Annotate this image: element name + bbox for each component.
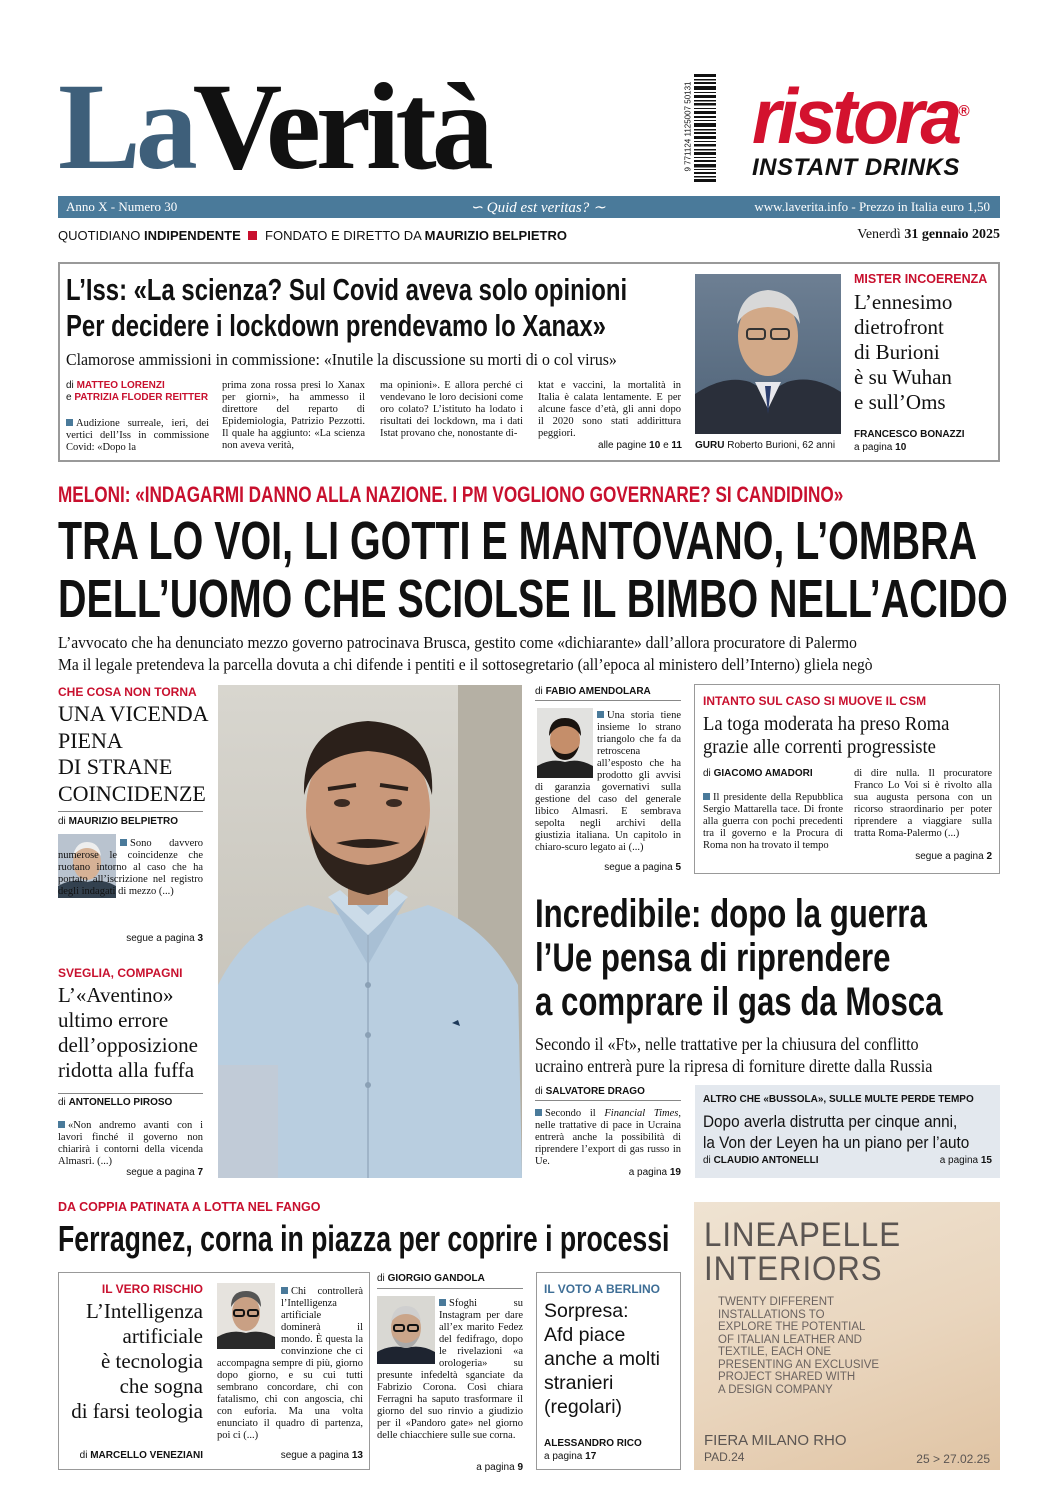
belpietro-rule — [58, 811, 203, 812]
gandola-byline: di GIORGIO GANDOLA — [377, 1273, 485, 1284]
piroso-rule — [58, 1093, 203, 1094]
gandola-text: Sfoghi su Instagram per dare all’ex marito Fedez del fedifrago, dopo le rivelazioni «a orologeria» su presunte infedeltà sganciate da Fabrizio Corona. Così chiara Ferragni ha saputo trasformare il giorno del suo rinvio a giudizio per il «Pandoro gate» nel giorno delle chiacchiere sulle sue corna. — [377, 1298, 523, 1441]
amendolara-byline: di FABIO AMENDOLARA — [535, 686, 651, 697]
burioni-byline: FRANCESCO BONAZZI a pagina 10 — [854, 429, 965, 453]
iss-col2: prima zona rossa presi lo Xanax per giorni», ha ammesso il direttore del reparto di Epidemiologia, Patrizio Pezzotti. Il quale ha aggiunto: «La scienza non aveva verità, — [222, 380, 365, 451]
bullet-icon — [597, 711, 604, 718]
iss-col1: Audizione surreale, ieri, dei vertici dell’Iss in commissione Covid: «Dopo la — [66, 418, 209, 453]
main-sub-1: L’avvocato che ha denunciato mezzo governo patrocinava Brusca, gestito come «dichiarante» dall’allora procuratore di Palermo — [58, 633, 857, 652]
piroso-title[interactable]: L’«Aventino» ultimo errore dell’opposizione ridotta alla fuffa — [58, 983, 198, 1082]
bullet-icon — [703, 793, 710, 800]
barcode-digits: 9 771124 1125007 50131 — [683, 81, 693, 172]
piroso-text: «Non andremo avanti con i lavori finché il governo non chiarirà i contorni della vicenda Almasri. (...) — [58, 1120, 203, 1167]
gas-headline[interactable] — [535, 892, 1000, 1027]
gas-rule — [535, 1100, 681, 1101]
csm-byline: di GIACOMO AMADORI — [703, 768, 813, 779]
masthead-logo[interactable] — [58, 58, 489, 195]
vdl-kicker: ALTRO CHE «BUSSOLA», SULLE MULTE PERDE TEMPO — [703, 1094, 974, 1105]
date: Venerdì 31 gennaio 2025 — [857, 227, 1000, 242]
burioni-title[interactable]: L’ennesimo dietrofront di Burioni è su Wuhan e sull’Oms — [854, 290, 953, 414]
lineapelle-ad[interactable] — [694, 1202, 1000, 1470]
amendolara-seg[interactable]: segue a pagina 5 — [604, 862, 681, 873]
main-kicker: MELONI: «INDAGARMI DANNO ALLA NAZIONE. I PM VOGLIONO GOVERNARE? SI CANDIDINO» — [58, 482, 844, 507]
berlino-kicker: IL VOTO A BERLINO — [544, 1282, 661, 1296]
gandola-rule — [377, 1288, 523, 1289]
csm-kicker: INTANTO SUL CASO SI MUOVE IL CSM — [703, 694, 927, 708]
red-square-icon — [248, 231, 257, 240]
ristora-ad[interactable] — [752, 72, 1002, 184]
gas-sub: Secondo il «Ft», nelle trattative per la chiusura del conflitto ucraino entrerà pure la ripresa di forniture dirette dalla Russia — [535, 1034, 933, 1076]
piroso-byline: di ANTONELLO PIROSO — [58, 1097, 173, 1108]
main-headline-line2: DELL’UOMO CHE SCIOLSE IL BIMBO NELL’ACIDO — [58, 569, 1008, 629]
csm-col1: Il presidente della Repubblica Sergio Mattarella tace. Di fronte alla guerra con pochi precedenti tra il governo e la Procura di Roma non ha trovato il tempo — [703, 792, 843, 851]
iss-col3: ma opinioni». E allora perché ci vendevano le loro decisioni come oro colato? L’istituto ha lodato i risultati dei lockdown, ma i dati Istat provano che, nonostante di- — [380, 380, 523, 439]
gas-text: Secondo il Financial Times, nelle trattative di pace in Ucraina entrerà anche la possibilità di riprendere l’export di gas russo in Ue. — [535, 1108, 681, 1167]
bullet-icon — [281, 1287, 288, 1294]
motto: ∽ Quid est veritas? ∼ — [470, 200, 606, 216]
vdl-title[interactable]: Dopo averla distrutta per cinque anni, la Von der Leyen ha un piano per l’auto — [703, 1112, 970, 1152]
amendolara-text: Una storia tiene insieme lo strano triangolo che fa da retroscena all’esposto che ha prodotto gli avvisi di garanzia governativi sulla gestione del caso del generale libico Almasri. E sembrava sepolta negli archivi della giustizia italiana. Un capitolo in chiaro-scuro legato ai (...) — [535, 710, 681, 853]
logo-la: La — [58, 58, 193, 195]
ai-byline: di MARCELLO VENEZIANI — [79, 1450, 203, 1461]
lineapelle-venue: FIERA MILANO RHO PAD.24 — [704, 1432, 847, 1464]
bullet-icon — [535, 1109, 542, 1116]
bullet-icon — [58, 1121, 65, 1128]
lineapelle-dates: 25 > 27.02.25 — [916, 1452, 990, 1466]
iss-title[interactable] — [66, 272, 686, 344]
barcode — [674, 74, 716, 186]
csm-title[interactable]: La toga moderata ha preso Roma grazie alle correnti progressiste — [703, 713, 950, 758]
iss-subtitle: Clamorose ammissioni in commissione: «Inutile la discussione su morti di o col virus» — [66, 350, 617, 369]
burioni-photo — [695, 274, 841, 434]
flourish-left-icon: ∽ — [470, 200, 487, 216]
ai-seg[interactable]: segue a pagina 13 — [280, 1450, 363, 1461]
piroso-kicker: SVEGLIA, COMPAGNI — [58, 966, 183, 980]
iss-title-line1: L’Iss: «La scienza? Sul Covid aveva solo opinioni — [66, 272, 628, 307]
site-price[interactable]: www.laverita.info - Prezzo in Italia euro 1,50 — [754, 199, 990, 214]
masthead-bar — [58, 196, 1000, 218]
bullet-icon — [66, 419, 73, 426]
belpietro-kicker: CHE COSA NON TORNA — [58, 685, 197, 699]
gas-head-3: a comprare il gas da Mosca — [535, 980, 943, 1024]
lineapelle-brand: LINEAPELLE INTERIORS — [704, 1216, 901, 1288]
brusca-photo — [218, 685, 522, 1178]
belpietro-byline: di MAURIZIO BELPIETRO — [58, 816, 179, 827]
issue-number: Anno X - Numero 30 — [66, 199, 178, 214]
iss-pages[interactable]: alle pagine 10 e 11 — [598, 440, 682, 451]
vdl-seg[interactable]: a pagina 15 — [939, 1155, 992, 1166]
piroso-seg[interactable]: segue a pagina 7 — [126, 1167, 203, 1178]
tagline: QUOTIDIANO INDIPENDENTE FONDATO E DIRETTO DA MAURIZIO BELPIETRO — [58, 228, 567, 243]
belpietro-text: Sono davvero numerose le coincidenze che ruotano intorno al caso che ha portato all’iscrizione nel registro degli indagati di mezzo (...) — [58, 838, 203, 897]
lineapelle-body: TWENTY DIFFERENT INSTALLATIONS TO EXPLORE THE POTENTIAL OF ITALIAN LEATHER AND TEXTILE, EACH ONE PRESENTING AN EXCLUSIVE PROJECT SHARED WITH A DESIGN COMPANY — [718, 1296, 880, 1396]
main-headline-line1: TRA LO VOI, LI GOTTI E MANTOVANO, L’OMBRA — [58, 511, 978, 571]
iss-title-line2: Per decidere i lockdown prendevamo lo Xanax» — [66, 308, 606, 343]
iss-byline: di MATTEO LORENZI e PATRIZIA FLODER REITTER — [66, 380, 209, 403]
berlino-title[interactable]: Sorpresa: Afd piace anche a molti stranieri (regolari) — [544, 1300, 660, 1418]
ai-text: Chi controllerà l’Intelligenza artificiale dominerà il mondo. È questa la convinzione che ci accompagna sempre di più, giorno dopo giorno, e su cui tutti sembrano concordare, chi con fatalismo, chi con angoscia, chi con euforia. Ma una volta enunciato il quadro di partenza, poi ci (...) — [217, 1286, 363, 1441]
burioni-kicker: MISTER INCOERENZA — [854, 272, 988, 286]
amendolara-rule — [535, 700, 681, 701]
csm-seg[interactable]: segue a pagina 2 — [915, 851, 992, 862]
berlino-byline: ALESSANDRO RICO a pagina 17 — [544, 1438, 642, 1462]
csm-col2: di dire nulla. Il procuratore Franco Lo Voi si è rivolto alla sua augusta persona con un ricorso straordinario per poter riprendere a viaggiare sulla tratta Roma-Palermo (...) — [854, 768, 992, 839]
gas-head-1: Incredibile: dopo la guerra — [535, 892, 927, 936]
gas-byline: di SALVATORE DRAGO — [535, 1086, 645, 1097]
vdl-byline: di CLAUDIO ANTONELLI — [703, 1155, 819, 1166]
bullet-icon — [439, 1299, 446, 1306]
ristora-logo: ristora® — [752, 72, 970, 160]
main-sub-2: Ma il legale pretendeva la parcella dovuta a chi difende i pentiti e il sottosegretario (all’epoca al ministero dell’Interno) gliela negò — [58, 655, 873, 674]
ai-title[interactable]: L’Intelligenza artificiale è tecnologia che sogna di farsi teologia — [71, 1299, 203, 1423]
bullet-icon — [120, 839, 127, 846]
main-headline[interactable] — [58, 511, 1008, 630]
gandola-seg[interactable]: a pagina 9 — [476, 1462, 523, 1473]
barcode-icon — [674, 74, 716, 186]
ferragnez-kicker: DA COPPIA PATINATA A LOTTA NEL FANGO — [58, 1200, 321, 1214]
iss-col4: ktat e vaccini, la mortalità in Italia è calata lentamente. E per alcune fasce d’età, gli anni dopo il 2020 sono stati addirittura peggiori. — [538, 380, 681, 439]
flourish-right-icon: ∼ — [589, 200, 606, 216]
ai-kicker: IL VERO RISCHIO — [101, 1282, 203, 1296]
ristora-sub: INSTANT DRINKS — [752, 154, 960, 181]
belpietro-seg[interactable]: segue a pagina 3 — [126, 933, 203, 944]
ferragnez-headline[interactable]: Ferragnez, corna in piazza per coprire i processi — [58, 1218, 670, 1259]
gas-head-2: l’Ue pensa di riprendere — [535, 936, 891, 980]
gas-seg[interactable]: a pagina 19 — [628, 1167, 681, 1178]
logo-verita: Verità — [192, 58, 489, 195]
belpietro-title[interactable]: UNA VICENDA PIENA DI STRANE COINCIDENZE — [58, 701, 209, 806]
burioni-caption: GURU Roberto Burioni, 62 anni — [695, 440, 836, 451]
